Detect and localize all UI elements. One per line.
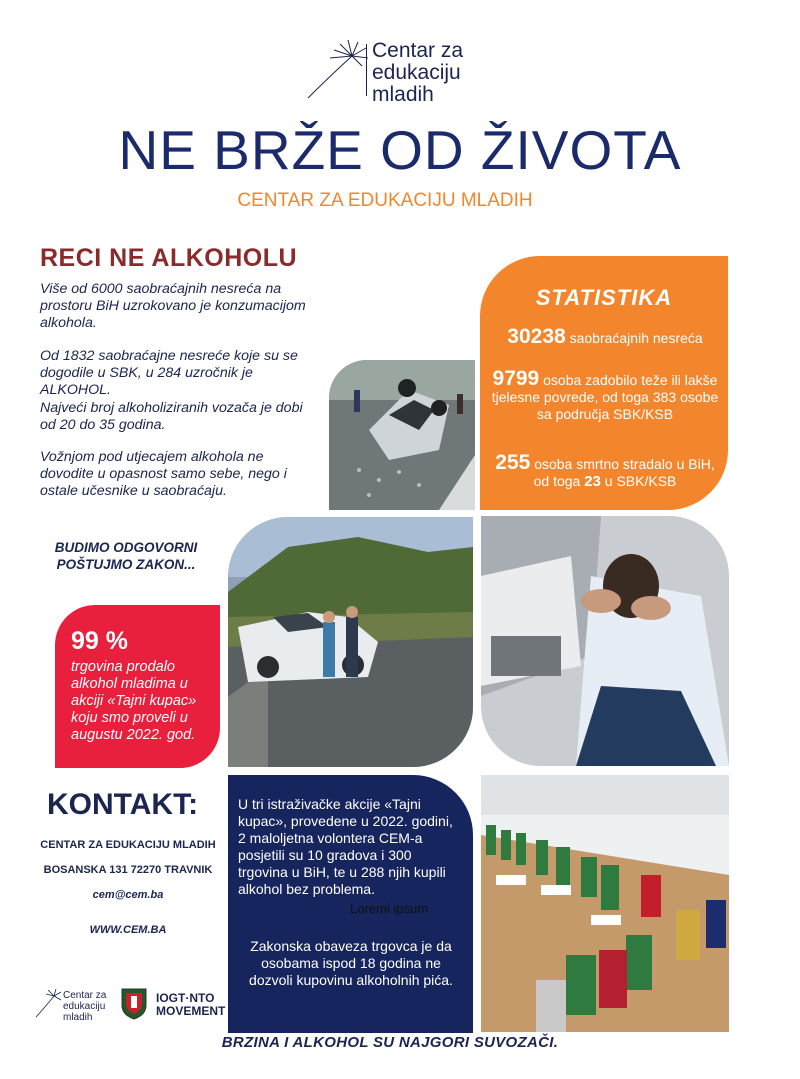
footer-slogan: BRZINA I ALKOHOL SU NAJGORI SUVOZAČI.: [221, 1034, 559, 1051]
slogan-line: BUDIMO ODGOVORNI: [54, 540, 198, 555]
contact-address: BOSANSKA 131 72270 TRAVNIK: [43, 864, 213, 876]
stat-injured: [490, 367, 720, 423]
red-stat-box: [55, 605, 220, 768]
navy-paragraph-2: Zakonska obaveza trgovca je da osobama ispod 18 godina ne dozvoli kupovinu alkoholnih pića.: [249, 938, 453, 988]
paragraph-4: Vožnjom pod utjecajem alkohola ne dovodite u opasnost samo sebe, nego i ostale učesnike u saobraćaju.: [40, 449, 287, 499]
logo-line: edukaciju: [63, 1001, 106, 1012]
stat-number: 9799: [492, 367, 540, 390]
statistics-title: STATISTIKA: [535, 285, 673, 310]
stat-accidents: [490, 325, 720, 348]
logo-line: mladih: [63, 1012, 93, 1023]
page-subtitle: CENTAR ZA EDUKACIJU MLADIH: [237, 190, 533, 211]
paragraph-2: Od 1832 saobraćajne nesreće koje su se dogodile u SBK, u 284 uzročnik je ALKOHOL.: [40, 348, 298, 398]
slogan-line: POŠTUJMO ZAKON...: [56, 557, 196, 572]
logo-line: IOGT·NTO: [156, 991, 215, 1005]
contact-org: CENTAR ZA EDUKACIJU MLADIH: [40, 839, 216, 851]
stat-text: u SBK/KSB: [600, 473, 677, 489]
placeholder-text: Loremi ipsum: [350, 901, 429, 916]
alcohol-cans-photo: [481, 775, 729, 1032]
logo-divider: [366, 44, 367, 96]
paragraph-3: Najveći broj alkoholiziranih vozača je dobi od 20 do 35 godina.: [40, 400, 303, 433]
slogan: [40, 539, 212, 573]
contact-email-link[interactable]: cem@cem.ba: [92, 889, 164, 901]
paragraph-1: Više od 6000 saobraćajnih nesreća na prostoru BiH uzrokovano je konzumacijom alkohola.: [40, 281, 306, 331]
contact-website-link[interactable]: WWW.CEM.BA: [89, 924, 167, 936]
logo-line: Centar za: [372, 39, 464, 62]
cem-small-logo-icon: [34, 988, 62, 1018]
coat-of-arms-icon: [120, 987, 148, 1020]
crash-photo-roadside: [228, 517, 473, 767]
statistics-box: [480, 256, 728, 510]
stat-deaths: [490, 451, 720, 490]
logo-line: mladih: [372, 83, 434, 106]
logo-line: MOVEMENT: [156, 1004, 226, 1018]
logo-line: edukaciju: [372, 61, 461, 84]
stat-text: saobraćajnih nesreća: [565, 330, 703, 346]
section-heading: RECI NE ALKOHOLU: [40, 244, 298, 272]
logo-line: Centar za: [63, 990, 107, 1001]
red-stat-number: 99 %: [71, 627, 128, 655]
distressed-man-photo: [481, 516, 729, 766]
stat-number: 23: [584, 473, 601, 490]
contact-heading: KONTAKT:: [47, 788, 199, 821]
stat-text: osoba smrtno stradalo u BiH, od toga: [530, 456, 715, 489]
page-title: NE BRŽE OD ŽIVOTA: [118, 119, 682, 181]
crash-photo-overturned-car: [329, 360, 475, 510]
iogt-logo-text: [156, 992, 225, 1018]
stat-number: 255: [495, 451, 531, 474]
dandelion-logo-icon: [300, 38, 370, 100]
navy-paragraph-1: U tri istraživačke akcije «Tajni kupac», provedene u 2022. godini, 2 maloljetna volontera CEM-a posjetili su 10 gradova i 300 trgovina u BiH, te u 288 njih kupili alkohol bez problema.: [238, 796, 453, 897]
logo-text: [372, 40, 463, 106]
stat-number: 30238: [507, 325, 566, 348]
cem-small-logo-text: [63, 990, 106, 1023]
red-stat-text: trgovina prodalo alkohol mladima u akciji «Tajni kupac» koju smo proveli u augustu 2022. god.: [71, 659, 197, 743]
navy-info-box: [228, 775, 473, 1033]
stat-text: osoba zadobilo teže ili lakše tjelesne povrede, od toga 383 osobe sa područja SBK/KSB: [491, 372, 719, 422]
